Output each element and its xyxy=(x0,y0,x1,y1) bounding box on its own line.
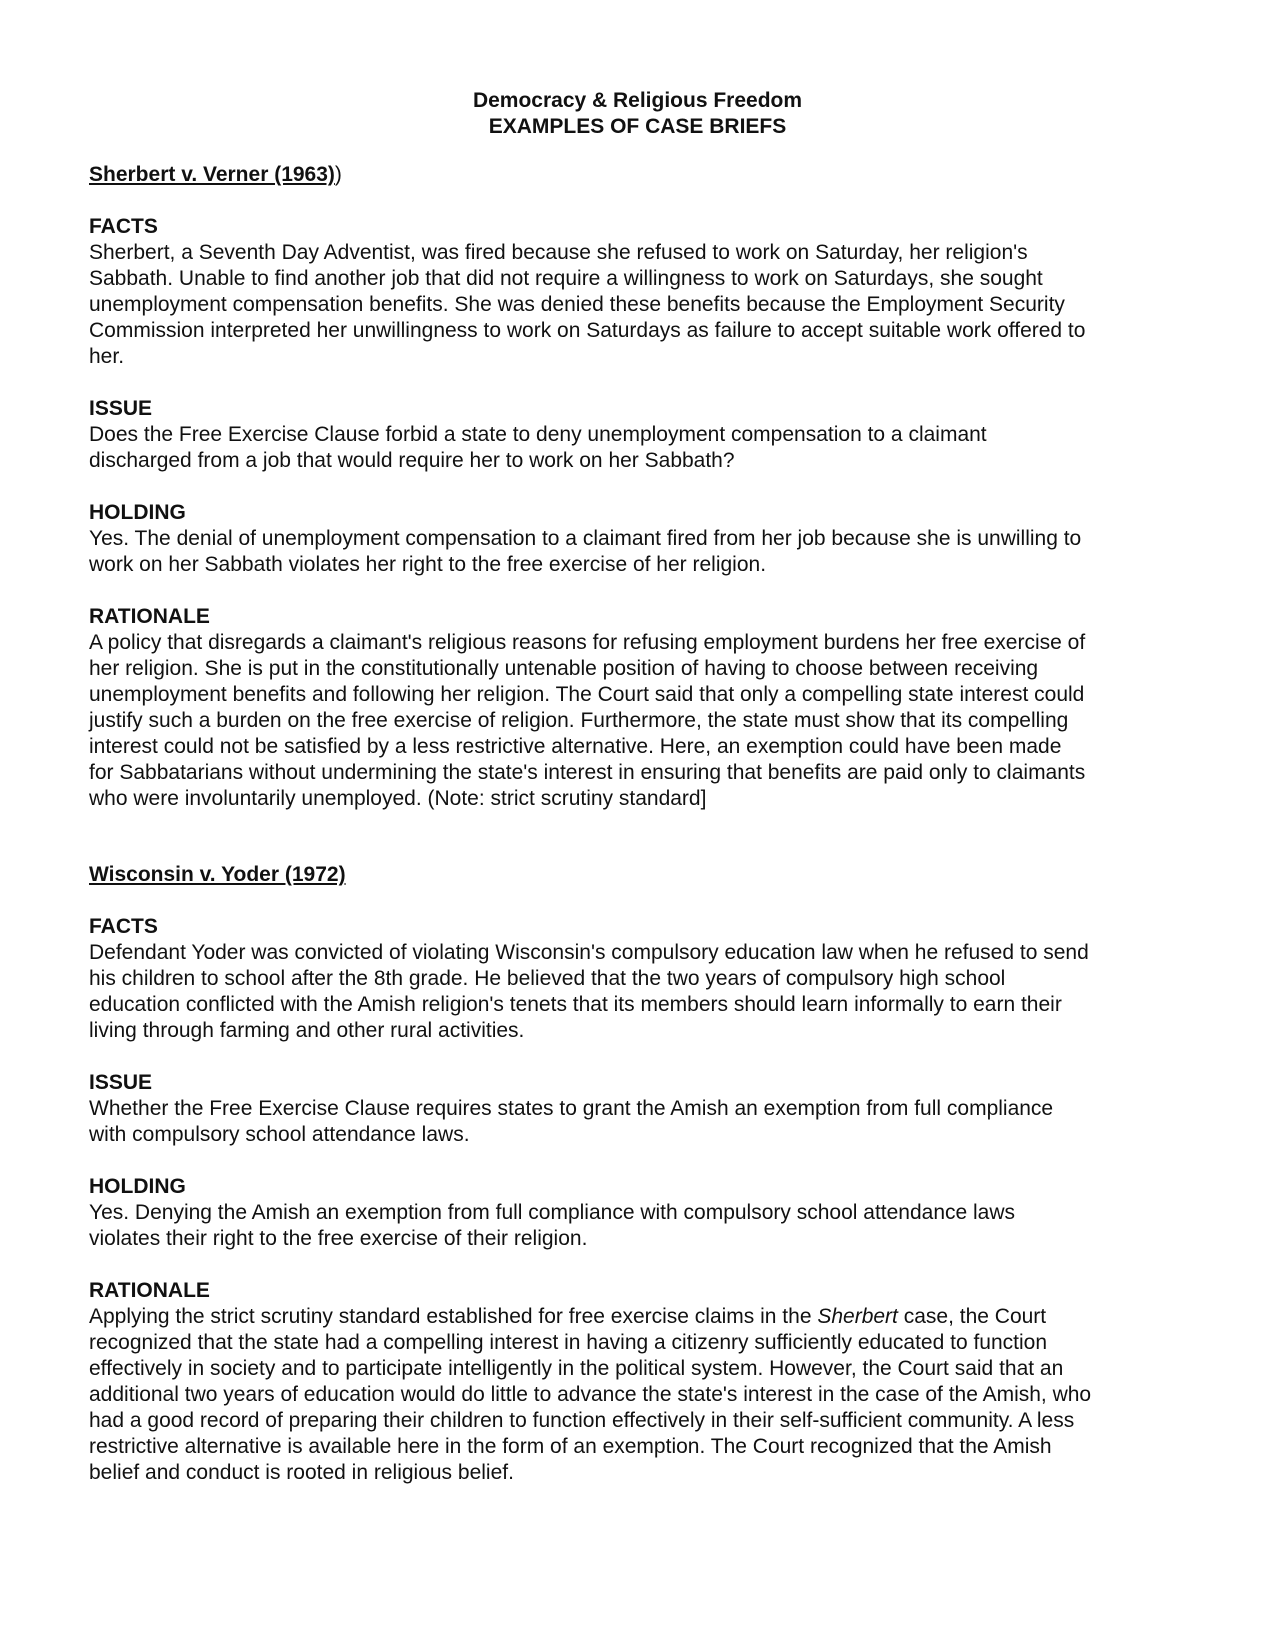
text-line: discharged from a job that would require her to work on her Sabbath? xyxy=(89,449,735,472)
text-line: restrictive alternative is available here in the form of an exemption. The Court recognized that the Amish xyxy=(89,1435,1052,1458)
text-line: unemployment compensation benefits. She was denied these benefits because the Employment Security xyxy=(89,293,1065,316)
section-heading: FACTS xyxy=(89,915,158,938)
text-line: Commission interpreted her unwillingness to work on Saturdays as failure to accept suitable work offered to xyxy=(89,319,1086,342)
document-header xyxy=(0,88,1275,140)
text-line: recognized that the state had a compelling interest in having a citizenry sufficiently educated to function xyxy=(89,1331,1048,1354)
text-line: Whether the Free Exercise Clause requires states to grant the Amish an exemption from full compliance xyxy=(89,1097,1054,1120)
case-sections xyxy=(89,914,1209,1486)
section-body xyxy=(89,526,1209,578)
section-body xyxy=(89,1096,1209,1148)
section-heading: ISSUE xyxy=(89,397,153,420)
text-line: Does the Free Exercise Clause forbid a state to deny unemployment compensation to a claimant xyxy=(89,423,987,446)
section-issue xyxy=(89,396,1209,474)
case-sections xyxy=(89,214,1209,812)
text-line: Yes. The denial of unemployment compensation to a claimant fired from her job because she is unwilling to xyxy=(89,527,1082,550)
text-line: effectively in society and to participate intelligently in the political system. However, the Court said that an xyxy=(89,1357,1064,1380)
text-line: education conflicted with the Amish religion's tenets that its members should learn informally to earn their xyxy=(89,993,1062,1016)
text-line: Yes. Denying the Amish an exemption from full compliance with compulsory school attendance laws xyxy=(89,1201,1016,1224)
section-heading: FACTS xyxy=(89,215,158,238)
section-facts xyxy=(89,214,1209,370)
case-brief-yoder xyxy=(89,862,1209,1486)
text-line: interest could not be satisfied by a less restrictive alternative. Here, an exemption could have been made xyxy=(89,735,1062,758)
text-line: her. xyxy=(89,345,125,368)
text-line: A policy that disregards a claimant's religious reasons for refusing employment burdens her free exercise of xyxy=(89,631,1086,654)
case-citation: Sherbert xyxy=(817,1305,898,1328)
case-brief-sherbert xyxy=(89,162,1209,812)
text-line: violates their right to the free exercise of their religion. xyxy=(89,1227,588,1250)
text-line xyxy=(89,1304,1209,1330)
document-title: Democracy & Religious Freedom xyxy=(472,89,803,112)
text-line: Defendant Yoder was convicted of violating Wisconsin's compulsory education law when he refused to send xyxy=(89,941,1089,964)
section-body xyxy=(89,240,1209,370)
document-subtitle: EXAMPLES OF CASE BRIEFS xyxy=(488,115,787,138)
section-issue xyxy=(89,1070,1209,1148)
text-line: work on her Sabbath violates her right to the free exercise of her religion. xyxy=(89,553,767,576)
section-facts xyxy=(89,914,1209,1044)
case-title xyxy=(89,162,1209,188)
section-holding xyxy=(89,500,1209,578)
section-rationale xyxy=(89,604,1209,812)
text-line: belief and conduct is rooted in religious belief. xyxy=(89,1461,514,1484)
text-line: Sabbath. Unable to find another job that did not require a willingness to work on Saturdays, she sought xyxy=(89,267,1043,290)
text-line: additional two years of education would do little to advance the state's interest in the case of the Amish, who xyxy=(89,1383,1092,1406)
section-body xyxy=(89,1200,1209,1252)
text-line: who were involuntarily unemployed. (Note: strict scrutiny standard] xyxy=(89,787,707,810)
case-name-suffix: ) xyxy=(334,163,342,186)
section-rationale xyxy=(89,1278,1209,1486)
text-line: justify such a burden on the free exercise of religion. Furthermore, the state must show that its compelling xyxy=(89,709,1069,732)
section-heading: ISSUE xyxy=(89,1071,153,1094)
section-body xyxy=(89,422,1209,474)
text-line: with compulsory school attendance laws. xyxy=(89,1123,470,1146)
section-heading: HOLDING xyxy=(89,1175,186,1198)
text-line: living through farming and other rural activities. xyxy=(89,1019,525,1042)
section-holding xyxy=(89,1174,1209,1252)
section-body xyxy=(89,940,1209,1044)
text-segment: Applying the strict scrutiny standard established for free exercise claims in the xyxy=(89,1305,818,1328)
case-name: Sherbert v. Verner (1963) xyxy=(89,163,335,186)
text-line: had a good record of preparing their children to function effectively in their self-sufficient community. A less xyxy=(89,1409,1075,1432)
text-line: unemployment benefits and following her religion. The Court said that only a compelling state interest could xyxy=(89,683,1085,706)
text-line: for Sabbatarians without undermining the state's interest in ensuring that benefits are paid only to claimants xyxy=(89,761,1086,784)
text-line: Sherbert, a Seventh Day Adventist, was fired because she refused to work on Saturday, her religion's xyxy=(89,241,1028,264)
section-heading: RATIONALE xyxy=(89,605,210,628)
section-heading: HOLDING xyxy=(89,501,186,524)
case-title xyxy=(89,862,1209,888)
case-name: Wisconsin v. Yoder (1972) xyxy=(89,863,346,886)
section-body xyxy=(89,1304,1209,1486)
text-line: her religion. She is put in the constitutionally untenable position of having to choose between receiving xyxy=(89,657,1039,680)
text-segment: case, the Court xyxy=(897,1305,1047,1328)
text-line: his children to school after the 8th grade. He believed that the two years of compulsory high school xyxy=(89,967,1006,990)
section-body xyxy=(89,630,1209,812)
section-heading: RATIONALE xyxy=(89,1279,210,1302)
